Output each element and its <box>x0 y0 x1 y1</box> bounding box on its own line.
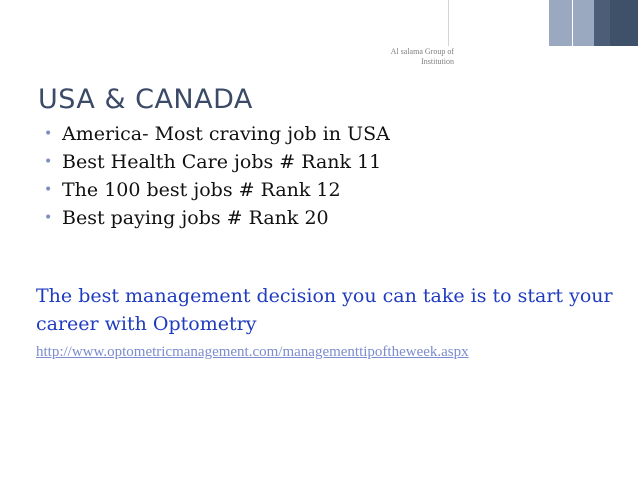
bullet-text: America- Most craving job in USA <box>62 123 390 145</box>
bar-segment-middle <box>370 0 448 46</box>
bullet-item <box>38 120 390 148</box>
bar-segment-light-1 <box>548 0 572 46</box>
bar-divider-2 <box>548 0 549 46</box>
header-institution-note <box>360 47 454 67</box>
bar-segment-dark-2 <box>610 0 638 46</box>
bar-segment-dark-1 <box>594 0 610 46</box>
header-note-line-2: Institution <box>421 57 454 66</box>
bar-divider-3 <box>572 0 573 46</box>
bullet-list <box>38 120 390 232</box>
career-statement: The best management decision you can take is to start your career with Optometry <box>36 285 613 335</box>
bullet-dot-icon: • <box>44 126 53 142</box>
slide-title: USA & CANADA <box>38 84 253 115</box>
bar-segment-strip <box>448 0 548 46</box>
bullet-item <box>38 148 390 176</box>
top-decorative-bar <box>0 0 638 46</box>
bullet-dot-icon: • <box>44 182 53 198</box>
bar-segment-left <box>0 0 370 46</box>
bullet-item <box>38 204 390 232</box>
bar-divider-1 <box>448 0 449 46</box>
bullet-text: Best paying jobs # Rank 20 <box>62 207 329 229</box>
bullet-item <box>38 176 390 204</box>
bullet-dot-icon: • <box>44 210 53 226</box>
bullet-text: Best Health Care jobs # Rank 11 <box>62 151 382 173</box>
bar-segment-light-2 <box>572 0 594 46</box>
source-link[interactable]: http://www.optometricmanagement.com/managementtipoftheweek.aspx <box>36 344 469 360</box>
bullet-text: The 100 best jobs # Rank 12 <box>62 179 341 201</box>
bullet-dot-icon: • <box>44 154 53 170</box>
header-note-line-1: Al salama Group of <box>390 47 454 56</box>
